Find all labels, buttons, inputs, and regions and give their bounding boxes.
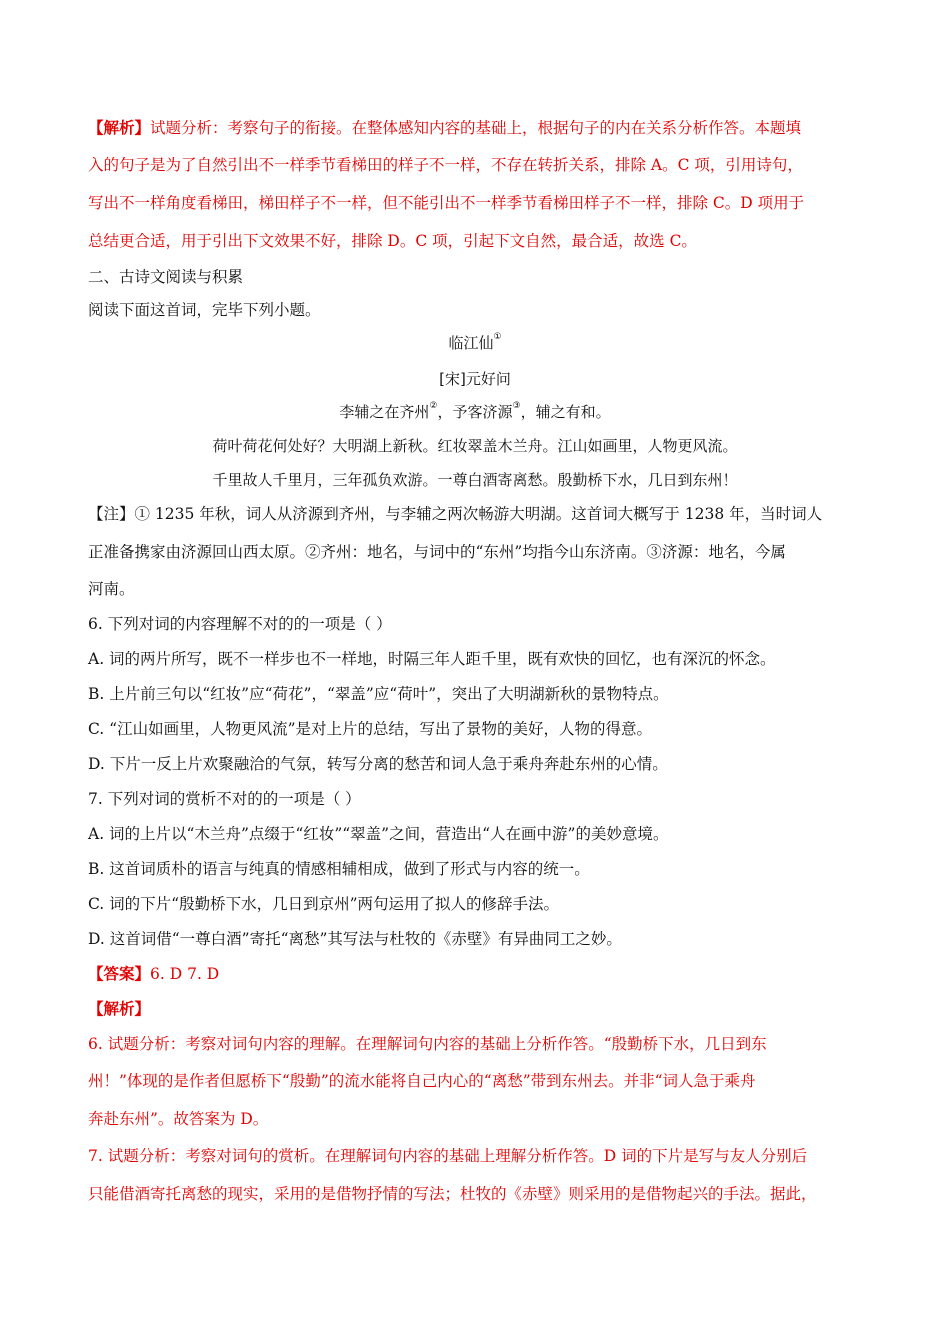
analysis-q7-line-1: 7. 试题分析：考察对词句的赏析。在理解词句内容的基础上理解分析作答。D 词的下片是写与友人分别后 — [88, 1147, 808, 1165]
analysis-label: 【解析】 — [88, 999, 151, 1018]
analysis-prev-line-3: 写出不一样角度看梯田，梯田样子不一样，但不能引出不一样季节看梯田样子不一样，排除 C。D 项用于 — [88, 194, 805, 212]
poem-title: 临江仙① — [448, 332, 502, 352]
answer — [88, 963, 868, 985]
question-7-option-a: A. 词的上片以“木兰舟”点缀于“红妆”“翠盖”之间，营造出“人在画中游”的美妙意境。 — [88, 825, 669, 843]
answer-text: 6. D 7. D — [150, 965, 220, 983]
analysis-prev-line-1: 【解析】试题分析：考察句子的衔接。在整体感知内容的基础上，根据句子的内在关系分析作答。本题填 — [88, 118, 802, 137]
analysis-q6-line-3: 奔赴东州”。故答案为 D。 — [88, 1110, 269, 1128]
analysis-q7-line-2: 只能借酒寄托离愁的现实，采用的是借物抒情的写法；杜牧的《赤壁》则采用的是借物起兴的手法。据此， — [88, 1185, 817, 1203]
analysis-prev-label: 【解析】 — [88, 118, 151, 137]
analysis-prev-line-2: 入的句子是为了自然引出不一样季节看梯田的样子不一样，不存在转折关系，排除 A。C 项，引用诗句， — [88, 156, 803, 174]
analysis-q6-line-1: 6. 试题分析：考察对词句内容的理解。在理解词句内容的基础上分析作答。“殷勤桥下水，几日到东 — [88, 1035, 767, 1053]
question-6-option-c: C. “江山如画里，人物更风流”是对上片的总结，写出了景物的美好，人物的得意。 — [88, 720, 653, 738]
question-6-stem: 6. 下列对词的内容理解不对的的一项是（ ） — [88, 615, 392, 633]
note-line-2: 正准备携家由济源回山西太原。②齐州：地名，与词中的“东州”均指今山东济南。③济源：地名，今属 — [88, 543, 786, 561]
question-7-stem: 7. 下列对词的赏析不对的的一项是（ ） — [88, 790, 361, 808]
question-7-option-b: B. 这首词质朴的语言与纯真的情感相辅相成，做到了形式与内容的统一。 — [88, 860, 590, 878]
analysis-q6-line-2: 州！”体现的是作者但愿桥下“殷勤”的流水能将自己内心的“离愁”带到东州去。并非“词人急于乘舟 — [88, 1072, 756, 1090]
note-line-3: 河南。 — [88, 580, 135, 598]
poem-preface: 李辅之在齐州②，予客济源③，辅之有和。 — [339, 401, 611, 421]
poem-author: [宋]元好问 — [439, 370, 511, 388]
poem-line-2: 千里故人千里月，三年孤负欢游。一尊白酒寄离愁。殷勤桥下水，几日到东州！ — [212, 471, 738, 489]
question-6-option-b: B. 上片前三句以“红妆”应“荷花”，“翠盖”应“荷叶”，突出了大明湖新秋的景物特点。 — [88, 685, 669, 703]
question-7-option-c: C. 词的下片“殷勤桥下水，几日到京州”两句运用了拟人的修辞手法。 — [88, 895, 560, 913]
poem-title-note: ① — [493, 332, 502, 342]
section-title: 二、古诗文阅读与积累 — [88, 268, 244, 286]
answer-label: 【答案】 — [88, 964, 151, 983]
question-7-option-d: D. 这首词借“一尊白酒”寄托“离愁”其写法与杜牧的《赤壁》有异曲同工之妙。 — [88, 930, 622, 948]
analysis-prev-line-4: 总结更合适，用于引出下文效果不好，排除 D。C 项，引起下文自然，最合适，故选 C。 — [88, 232, 697, 250]
note-line-1: 【注】① 1235 年秋，词人从济源到齐州，与李辅之两次畅游大明湖。这首词大概写于 1238 年，当时词人 — [88, 505, 823, 523]
instruction: 阅读下面这首词，完毕下列小题。 — [88, 301, 321, 319]
question-6-option-a: A. 词的两片所写，既不一样步也不一样地，时隔三年人距千里，既有欢快的回忆，也有深沉的怀念。 — [88, 650, 776, 668]
poem-line-1: 荷叶荷花何处好？大明湖上新秋。红妆翠盖木兰舟。江山如画里，人物更风流。 — [212, 437, 738, 455]
question-6-option-d: D. 下片一反上片欢聚融洽的气氛，转写分离的愁苦和词人急于乘舟奔赴东州的心情。 — [88, 755, 668, 773]
